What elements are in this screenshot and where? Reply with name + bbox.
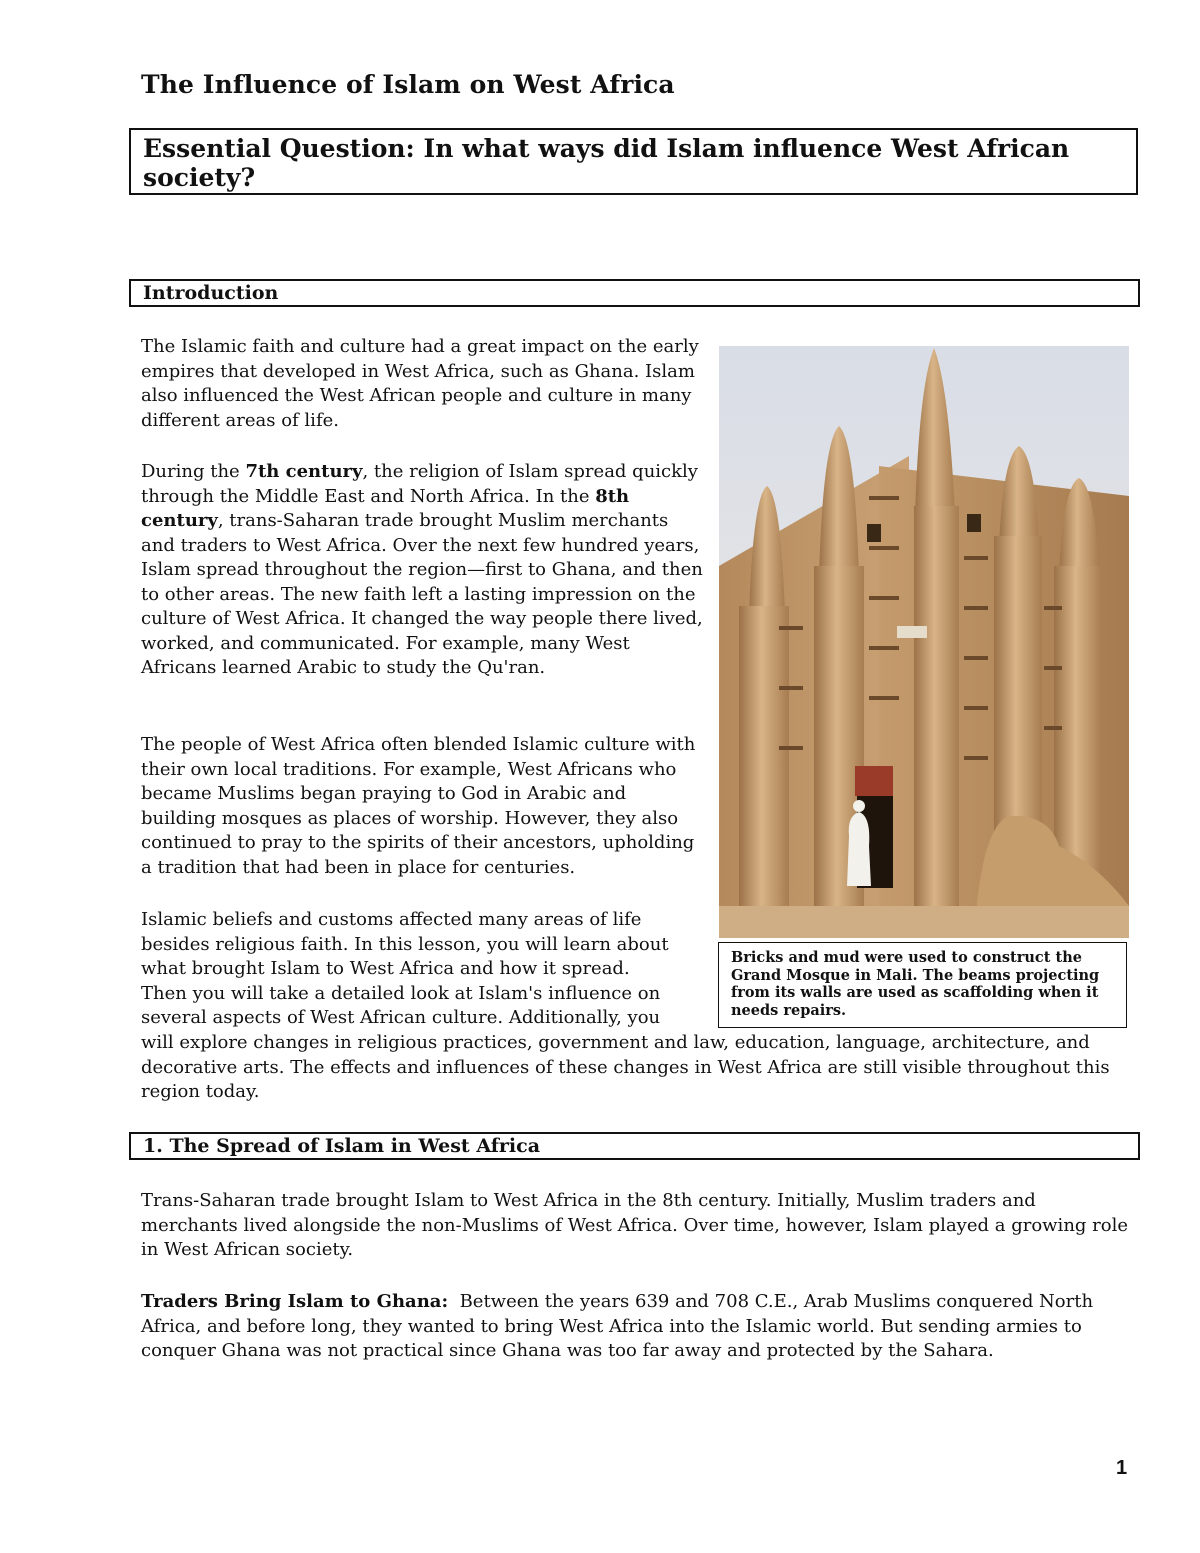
introduction-heading-bar — [129, 279, 1140, 307]
essential-question-box — [129, 128, 1138, 195]
photo-caption-box — [718, 942, 1127, 1028]
term-7th-century: 7th century — [245, 461, 363, 482]
section-1-paragraph-1: Trans-Saharan trade brought Islam to West Africa in the 8th century. Initially, Muslim traders and merchants lived alongside the non-Muslims of West Africa. Over time, however, Islam played a growing role in West African society. — [141, 1190, 1129, 1260]
page-title: The Influence of Islam on West Africa — [141, 70, 675, 99]
essential-question: Essential Question: In what ways did Islam influence West African society? — [143, 134, 1070, 192]
traders-bring-islam-lead: Traders Bring Islam to Ghana: — [141, 1291, 449, 1312]
intro-paragraph-2: During the 7th century, the religion of Islam spread quickly through the Middle East and North Africa. In the 8th century, trans-Saharan trade brought Muslim merchants and traders to West Africa. Over the next few hundred years, Islam spread throughout the region—first to Ghana, and then to other areas. The new faith left a lasting impression on the culture of West Africa. It changed the way people there lived, worked, and communicated. For example, many West Africans learned Arabic to study the Qu'ran. — [141, 461, 703, 678]
introduction-heading: Introduction — [143, 282, 279, 304]
page-number: 1 — [1116, 1457, 1128, 1479]
section-1-paragraph-2: Traders Bring Islam to Ghana: Between the years 639 and 708 C.E., Arab Muslims conquered North Africa, and before long, they wanted to bring West Africa into the Islamic world. But sending armies to conquer Ghana was not practical since Ghana was too far away and protected by the Sahara. — [141, 1291, 1094, 1361]
section-1-heading-bar — [129, 1132, 1140, 1160]
section-1-heading: 1. The Spread of Islam in West Africa — [143, 1135, 541, 1157]
intro-paragraph-4-lines: Islamic beliefs and customs affected many areas of life besides religious faith. In this lesson, you will learn about what brought Islam to West Africa and how it spread. Then you will take a detailed look at Islam's influence on several aspects of West African culture. Additionally, you — [141, 909, 669, 1028]
intro-paragraph-4-continued: will explore changes in religious practices, government and law, education, language, architecture, and decorative arts. The effects and influences of these changes in West Africa are still visible throughout this region today. — [141, 1032, 1110, 1102]
photo-caption: Bricks and mud were used to construct the Grand Mosque in Mali. The beams projecting from its walls are used as scaffolding when it needs repairs. — [731, 949, 1100, 1019]
intro-paragraph-3: The people of West Africa often blended Islamic culture with their own local traditions. For example, West Africans who became Muslims began praying to God in Arabic and building mosques as places of worship. However, they also continued to pray to the spirits of their ancestors, upholding a tradition that had been in place for centuries. — [141, 734, 696, 878]
grand-mosque-photo — [719, 346, 1129, 938]
intro-paragraph-1: The Islamic faith and culture had a great impact on the early empires that developed in West Africa, such as Ghana. Islam also influenced the West African people and culture in many different areas of life. — [141, 336, 699, 431]
term-8th-century: 8th century — [141, 485, 630, 531]
